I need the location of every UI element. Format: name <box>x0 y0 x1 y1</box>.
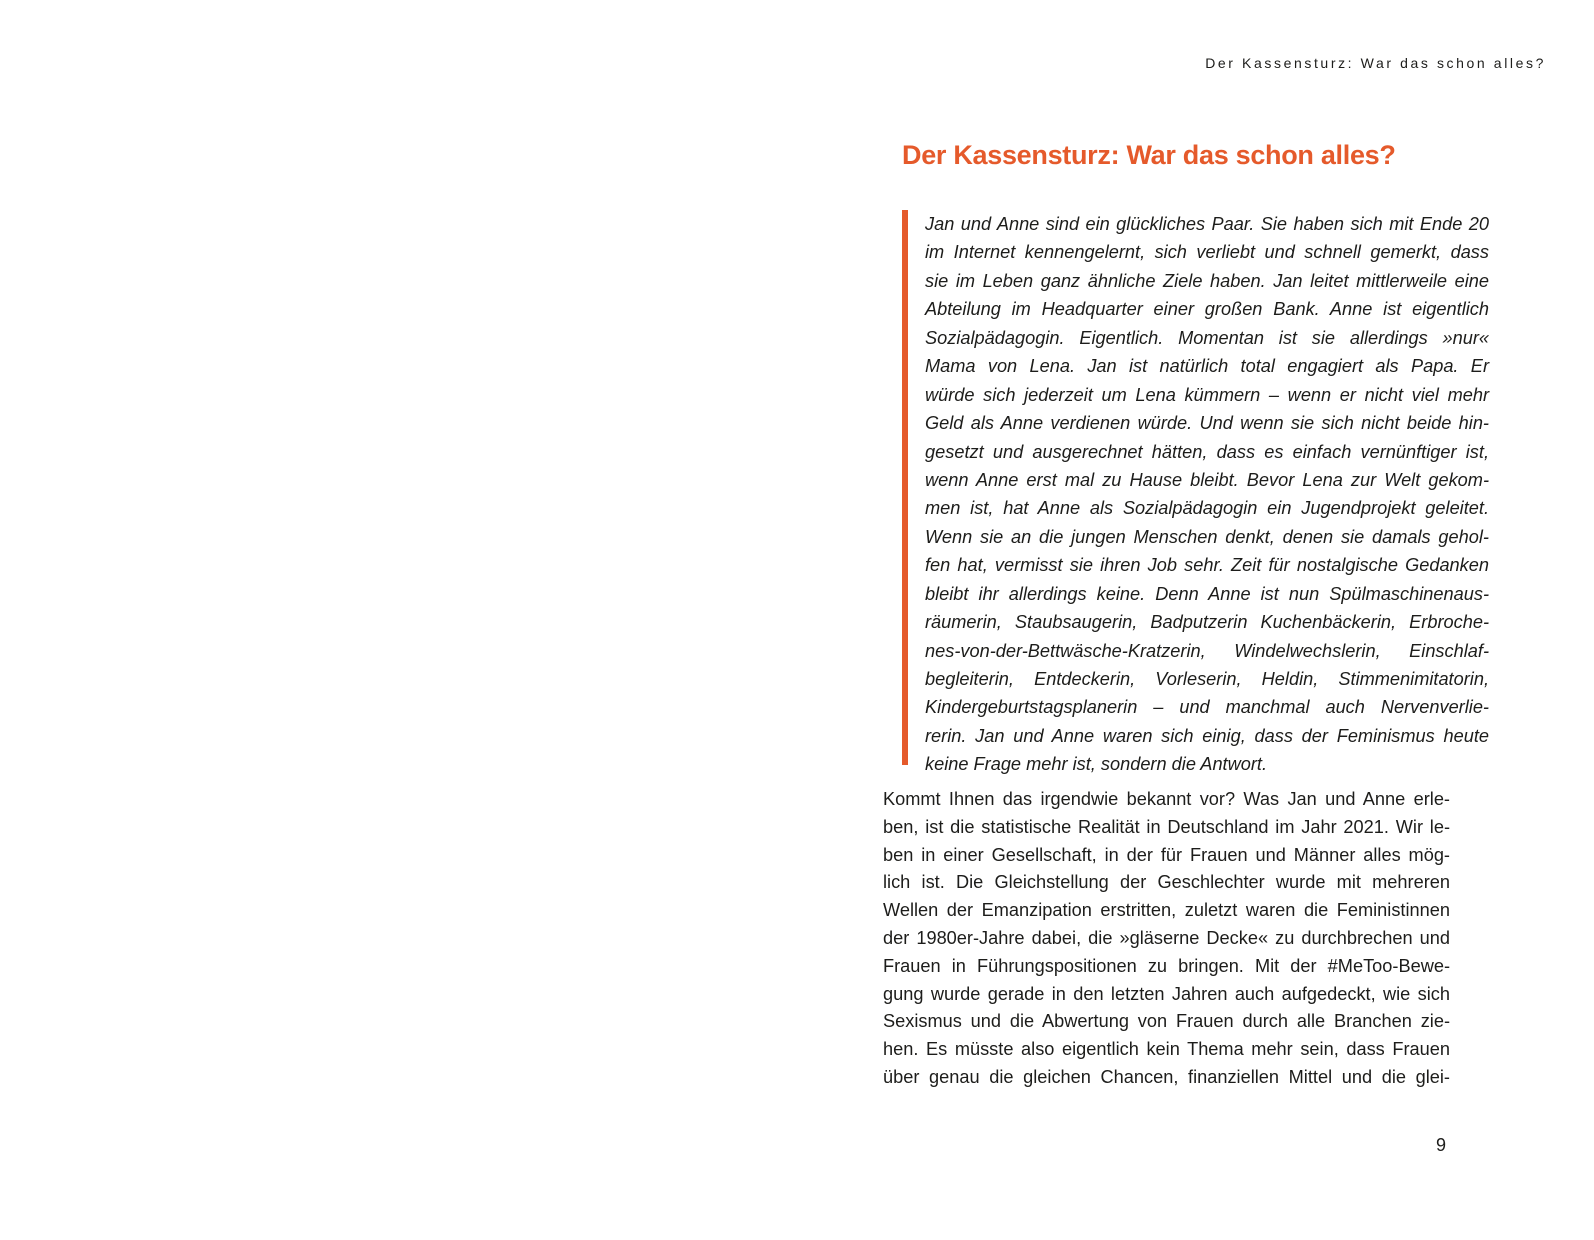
intro-line: wenn Anne erst mal zu Hause bleibt. Bevor Lena zur Welt gekom- <box>925 469 1489 490</box>
intro-quote-block <box>902 210 1489 775</box>
body-line: der 1980er-Jahre dabei, die »gläserne Decke« zu durchbrechen und <box>883 927 1450 948</box>
body-line: hen. Es müsste also eigentlich kein Thema mehr sein, dass Frauen <box>883 1039 1450 1060</box>
body-paragraph <box>883 786 1450 1092</box>
intro-line: begleiterin, Entdeckerin, Vorleserin, Heldin, Stimmenimitatorin, <box>925 669 1489 689</box>
intro-line: Mama von Lena. Jan ist natürlich total engagiert als Papa. Er <box>925 356 1489 377</box>
intro-line: Geld als Anne verdienen würde. Und wenn sie sich nicht beide hin- <box>925 413 1489 434</box>
intro-line: Abteilung im Headquarter einer großen Bank. Anne ist eigentlich <box>925 299 1489 320</box>
intro-text <box>925 210 1489 779</box>
body-line: ben, ist die statistische Realität in Deutschland im Jahr 2021. Wir le- <box>883 816 1450 837</box>
body-line: Frauen in Führungspositionen zu bringen. Mit der #MeToo-Bewe- <box>883 955 1450 976</box>
intro-line: bleibt ihr allerdings keine. Denn Anne ist nun Spülmaschinenaus- <box>925 583 1489 604</box>
intro-line: sie im Leben ganz ähnliche Ziele haben. Jan leitet mittlerweile eine <box>925 270 1489 291</box>
intro-line: Wenn sie an die jungen Menschen denkt, denen sie damals gehol- <box>925 526 1489 547</box>
intro-line: im Internet kennengelernt, sich verliebt und schnell gemerkt, dass <box>925 242 1489 263</box>
intro-line: fen hat, vermisst sie ihren Job sehr. Zeit für nostalgische Gedanken <box>925 555 1489 576</box>
intro-line: nes-von-der-Bettwäsche-Kratzerin, Windelwechslerin, Einschlaf- <box>925 640 1489 661</box>
intro-line: keine Frage mehr ist, sondern die Antwort. <box>925 754 1268 775</box>
intro-accent-bar <box>902 210 908 765</box>
intro-line: gesetzt und ausgerechnet hätten, dass es einfach vernünftiger ist, <box>925 441 1489 462</box>
intro-line: würde sich jederzeit um Lena kümmern – wenn er nicht viel mehr <box>925 384 1489 405</box>
intro-line: Kindergeburtstagsplanerin – und manchmal auch Nervenverlie- <box>925 697 1489 718</box>
body-line: ben in einer Gesellschaft, in der für Frauen und Männer alles mög- <box>883 844 1450 865</box>
body-line: Kommt Ihnen das irgendwie bekannt vor? Was Jan und Anne erle- <box>883 789 1450 809</box>
body-line: über genau die gleichen Chancen, finanziellen Mittel und die glei- <box>883 1066 1450 1087</box>
body-line: gung wurde gerade in den letzten Jahren auch aufgedeckt, wie sich <box>883 983 1450 1004</box>
right-page <box>797 0 1594 1240</box>
body-line: lich ist. Die Gleichstellung der Geschlechter wurde mit mehreren <box>883 872 1450 893</box>
running-header: Der Kassensturz: War das schon alles? <box>1205 55 1546 71</box>
intro-line: Jan und Anne sind ein glückliches Paar. Sie haben sich mit Ende 20 <box>925 214 1489 234</box>
intro-line: Sozialpädagogin. Eigentlich. Momentan ist sie allerdings »nur« <box>925 327 1489 348</box>
intro-line: rerin. Jan und Anne waren sich einig, dass der Feminismus heute <box>925 725 1489 746</box>
intro-line: räumerin, Staubsaugerin, Badputzerin Kuchenbäckerin, Erbroche- <box>925 612 1489 633</box>
body-line: Sexismus und die Abwertung von Frauen durch alle Branchen zie- <box>883 1011 1450 1032</box>
body-line: Wellen der Emanzipation erstritten, zuletzt waren die Feministinnen <box>883 900 1450 921</box>
page-number: 9 <box>1435 1135 1446 1155</box>
chapter-title: Der Kassensturz: War das schon alles? <box>902 140 1396 170</box>
intro-line: men ist, hat Anne als Sozialpädagogin ein Jugendprojekt geleitet. <box>925 498 1489 519</box>
